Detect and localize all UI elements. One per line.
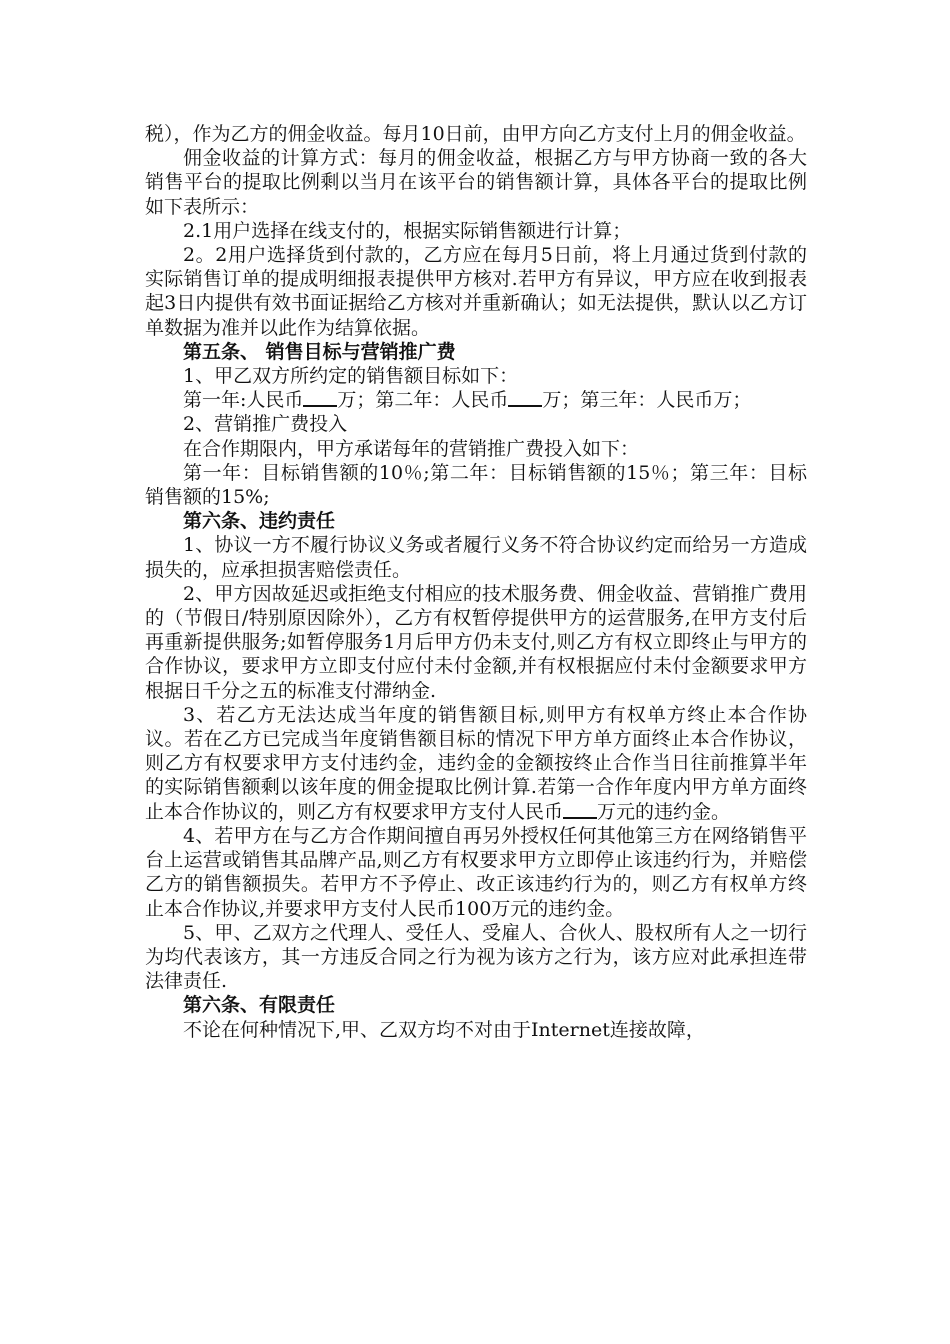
paragraph-limited-liability: 不论在何种情况下,甲、乙双方均不对由于Internet连接故障，	[183, 1018, 705, 1041]
section-heading-article-6: 第六条、违约责任	[183, 510, 336, 533]
blank-underline	[563, 800, 597, 819]
breach-3-tail: 万元的违约金。	[597, 800, 731, 823]
section-heading-limited-liability: 第六条、有限责任	[183, 994, 336, 1017]
sales-target-year-2: 万；第二年：人民币	[337, 389, 509, 412]
paragraph-marketing-fee-title: 2、营销推广费投入	[183, 413, 348, 436]
paragraph-online-payment: 2.1用户选择在线支付的，根据实际销售额进行计算；	[183, 219, 632, 242]
paragraph-marketing-fee-intro: 在合作期限内，甲方承诺每年的营销推广费投入如下：	[183, 437, 640, 460]
paragraph-commission-calculation: 佣金收益的计算方式：每月的佣金收益，根据乙方与甲方协商一致的各大销售平台的提取比例剩以当月在该平台的销售额计算，具体各平台的提取比例如下表所示：	[145, 147, 807, 218]
paragraph-breach-4: 4、若甲方在与乙方合作期间擅自再另外授权任何其他第三方在网络销售平台上运营或销售其品牌产品,则乙方有权要求甲方立即停止该违约行为，并赔偿乙方的销售额损失。若甲方不予停止、改正该违约行为的，则乙方有权单方终止本合作协议,并要求甲方支付人民币100万元的违约金。	[145, 824, 807, 920]
blank-underline	[303, 388, 337, 407]
paragraph-sales-target-intro: 1、甲乙双方所约定的销售额目标如下：	[183, 365, 519, 388]
paragraph-marketing-fee-rates: 第一年：目标销售额的10％;第二年：目标销售额的15％；第三年：目标销售额的15%;	[145, 461, 807, 509]
paragraph-breach-3	[145, 703, 807, 824]
paragraph-commission-payment: 税），作为乙方的佣金收益。每月10日前，由甲方向乙方支付上月的佣金收益。	[145, 123, 806, 145]
section-heading-article-5: 第五条、 销售目标与营销推广费	[183, 340, 456, 363]
paragraph-breach-2: 2、甲方因故延迟或拒绝支付相应的技术服务费、佣金收益、营销推广费用的（节假日/特别原因除外），乙方有权暂停提供甲方的运营服务,在甲方支付后再重新提供服务;如暂停服务1月后甲方仍未支付,则乙方有权立即终止与甲方的合作协议，要求甲方立即支付应付未付金额,并有权根据应付未付金额要求甲方根据日千分之五的标准支付滞纳金.	[145, 582, 807, 702]
breach-3-text: 3、若乙方无法达成当年度的销售额目标,则甲方有权单方终止本合作协议。若在乙方已完成当年度销售额目标的情况下甲方单方面终止本合作协议，则乙方有权要求甲方支付违约金，违约金的金额按终止合作当日往前推算半年的实际销售额剩以该年度的佣金提取比例计算.若第一合作年度内甲方单方面终止本合作协议的，则乙方有权要求甲方支付人民币	[145, 703, 807, 823]
document-body	[145, 122, 807, 1042]
paragraph-sales-targets	[145, 388, 807, 412]
sales-target-year-3: 万；第三年：人民币万；	[542, 389, 752, 412]
paragraph-breach-5: 5、甲、乙双方之代理人、受任人、受雇人、合伙人、股权所有人之一切行为均代表该方，其一方违反合同之行为视为该方之行为，该方应对此承担连带法律责任.	[145, 921, 807, 993]
paragraph-breach-1: 1、协议一方不履行协议义务或者履行义务不符合协议约定而给另一方造成损失的，应承担损害赔偿责任。	[145, 534, 807, 581]
sales-target-year-1: 第一年:人民币	[183, 389, 304, 412]
blank-underline	[508, 388, 542, 407]
paragraph-cash-on-delivery: 2。2用户选择货到付款的，乙方应在每月5日前，将上月通过货到付款的实际销售订单的提成明细报表提供甲方核对.若甲方有异议，甲方应在收到报表起3日内提供有效书面证据给乙方核对并重新确认；如无法提供，默认以乙方订单数据为准并以此作为结算依据。	[145, 244, 807, 339]
